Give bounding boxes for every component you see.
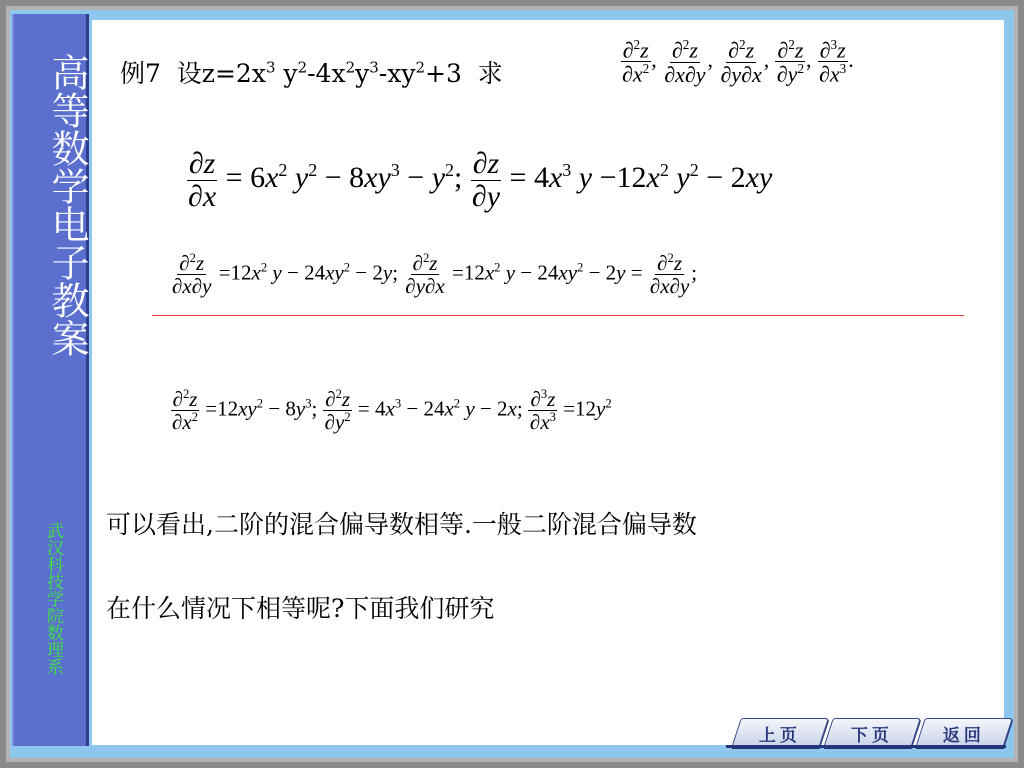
sidebar-subtitle: 武汉科技学院数理系 [43, 522, 63, 675]
conclusion-line-2: 在什么情况下相等呢?下面我们研究 [106, 594, 495, 623]
nav-baseline [726, 745, 1006, 748]
pure-partials: $\frac{\partial^2z}{\partial x^2}$ $=12xy^2 - 8y^3$; $\frac{\partial^2z}{\partial y^2}$ = $4x^3 - 24x^2$ y − 2x; $\frac{\partial^3z}{\partial x^3}$ $=12y^2$ [172, 387, 612, 435]
nav-bar [726, 718, 1006, 748]
conclusion-line-1: 可以看出,二阶的混合偏导数相等.一般二阶混合偏导数 [106, 510, 697, 539]
next-page-button[interactable] [823, 718, 921, 748]
sidebar [12, 14, 89, 746]
prev-page-button[interactable] [731, 718, 829, 748]
next-page-label: 下页 [851, 725, 893, 746]
sidebar-title: 高等数学电子教案 [45, 53, 89, 357]
mixed-partials: $\frac{\partial^2z}{\partial x\partial y}$ $=12x^2$ $y - 24xy^2 - 2y$; $\frac{\partial^2z}{\partial y\partial x}$ $=12x^2$ $y - 24xy^2 - 2y$ = $\frac{\partial^2z}{\partial x\partial y}$ ; [172, 251, 698, 299]
first-derivatives: $\frac{\partial z}{\partial x}$ = $6x^2$ $y^2 - 8xy^3 - y^2$; $\frac{\partial z}{\partial y}$ = $4x^3$ $y -12x^2$ $y^2 - 2xy$ [188, 147, 773, 213]
requested-derivatives: $\frac{\partial^2z}{\partial x^2}$ , $\frac{\partial^2z}{\partial x\partial y}$ , $\frac{\partial^2z}{\partial y\partial x}$ , $\frac{\partial^2z}{\partial y^2}$ , $\frac{\partial^3z}{\partial x^3}$ . [622, 37, 854, 87]
divider-line [152, 315, 964, 316]
slide-content [92, 20, 1004, 745]
back-button[interactable] [915, 718, 1013, 748]
back-label: 返回 [943, 725, 985, 746]
problem-statement: 例7 设$z=2x^3$ $y^2-4x^2y^3-xy^2+3$ 求 [120, 58, 503, 88]
prev-page-label: 上页 [759, 725, 801, 746]
